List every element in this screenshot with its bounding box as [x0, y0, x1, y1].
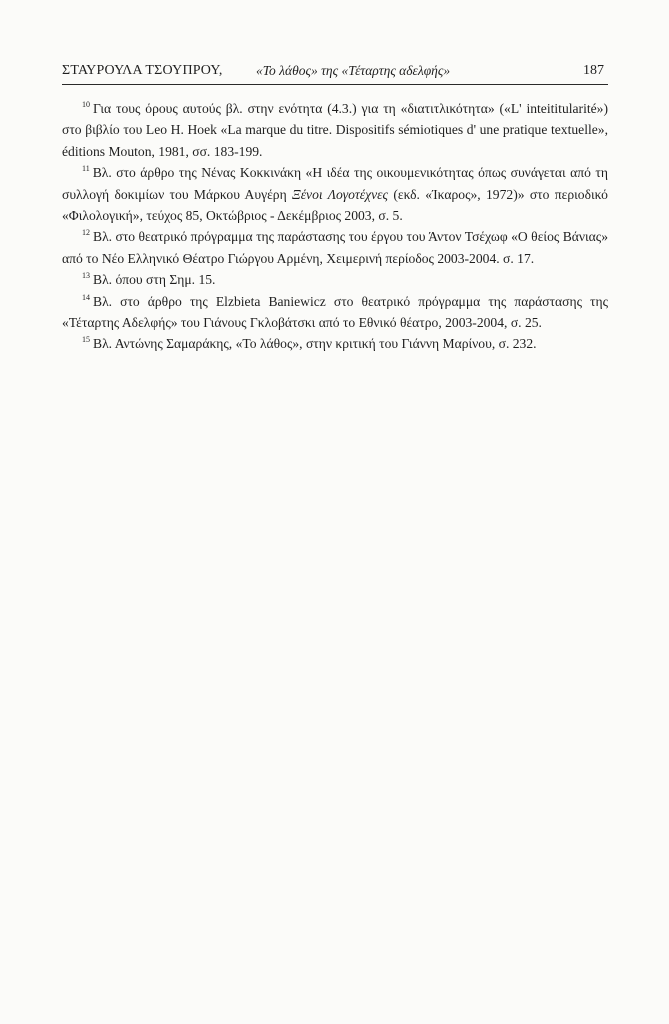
footnotes: [62, 98, 608, 355]
footnote-14: [62, 291, 608, 334]
footnote-number: 12: [82, 228, 90, 238]
footnote-10: [62, 98, 608, 162]
footnote-number: 11: [82, 164, 90, 174]
footnote-text: Βλ. στο θεατρικό πρόγραμμα της παράστασης του έργου του Άντον Τσέχωφ «Ο θείος Βάνιας» από το Νέο Ελληνικό Θέατρο Γιώργου Αρμένη, Χειμερινή περίοδος 2003-2004. σ. 17.: [62, 229, 608, 266]
footnote-12: [62, 226, 608, 269]
footnote-15: [62, 333, 608, 354]
header-author: ΣΤΑΥΡΟΥΛΑ ΤΣΟΥΠΡΟΥ,: [62, 63, 223, 78]
footnote-text: Βλ. Αντώνης Σαμαράκης, «Το λάθος», στην κριτική του Γιάννη Μαρίνου, σ. 232.: [93, 336, 537, 352]
footnote-number: 13: [82, 271, 90, 281]
footnote-text: Για τους όρους αυτούς βλ. στην ενότητα (4.3.) για τη «διατιτλικότητα» («L' inteititularité») στο βιβλίο του Leo H. Hoek «La marque du titre. Dispositifs sémiotiques d' une pratique textuelle», éditions Mouton, 1981, σσ. 183-199.: [62, 101, 608, 159]
footnote-13: [62, 269, 608, 290]
footnote-text: Βλ. όπου στη Σημ. 15.: [93, 272, 216, 288]
footnote-text: (εκδ. «Ίκαρος», 1972)» στο περιοδικό «Φιλολογική», τεύχος 85, Οκτώβριος - Δεκέμβριος 2003, σ. 5.: [62, 186, 608, 224]
book-title: Ξένοι Λογοτέχνες: [292, 186, 389, 202]
footnote-11: [62, 162, 608, 226]
footnote-number: 14: [82, 292, 90, 302]
footnote-number: 15: [82, 335, 90, 345]
footnote-text: Βλ. στο άρθρο της Elzbieta Baniewicz στο θεατρικό πρόγραμμα της παράστασης της «Τέταρτης Αδελφής» του Γιάνους Γκλοβάτσκι από το Εθνικό θέατρο, 2003-2004, σ. 25.: [62, 293, 608, 331]
running-header: [62, 62, 608, 85]
footnote-text: Βλ. στο άρθρο της Νένας Κοκκινάκη «Η ιδέα της οικουμενικότητας όπως συνάγεται από τη συλλογή δοκιμίων του Μάρκου Αυγέρη: [62, 165, 608, 202]
page-number: 187: [583, 63, 604, 78]
header-title: «Το λάθος» της «Τέταρτης αδελφής»: [256, 63, 451, 78]
footnote-number: 10: [82, 100, 90, 109]
